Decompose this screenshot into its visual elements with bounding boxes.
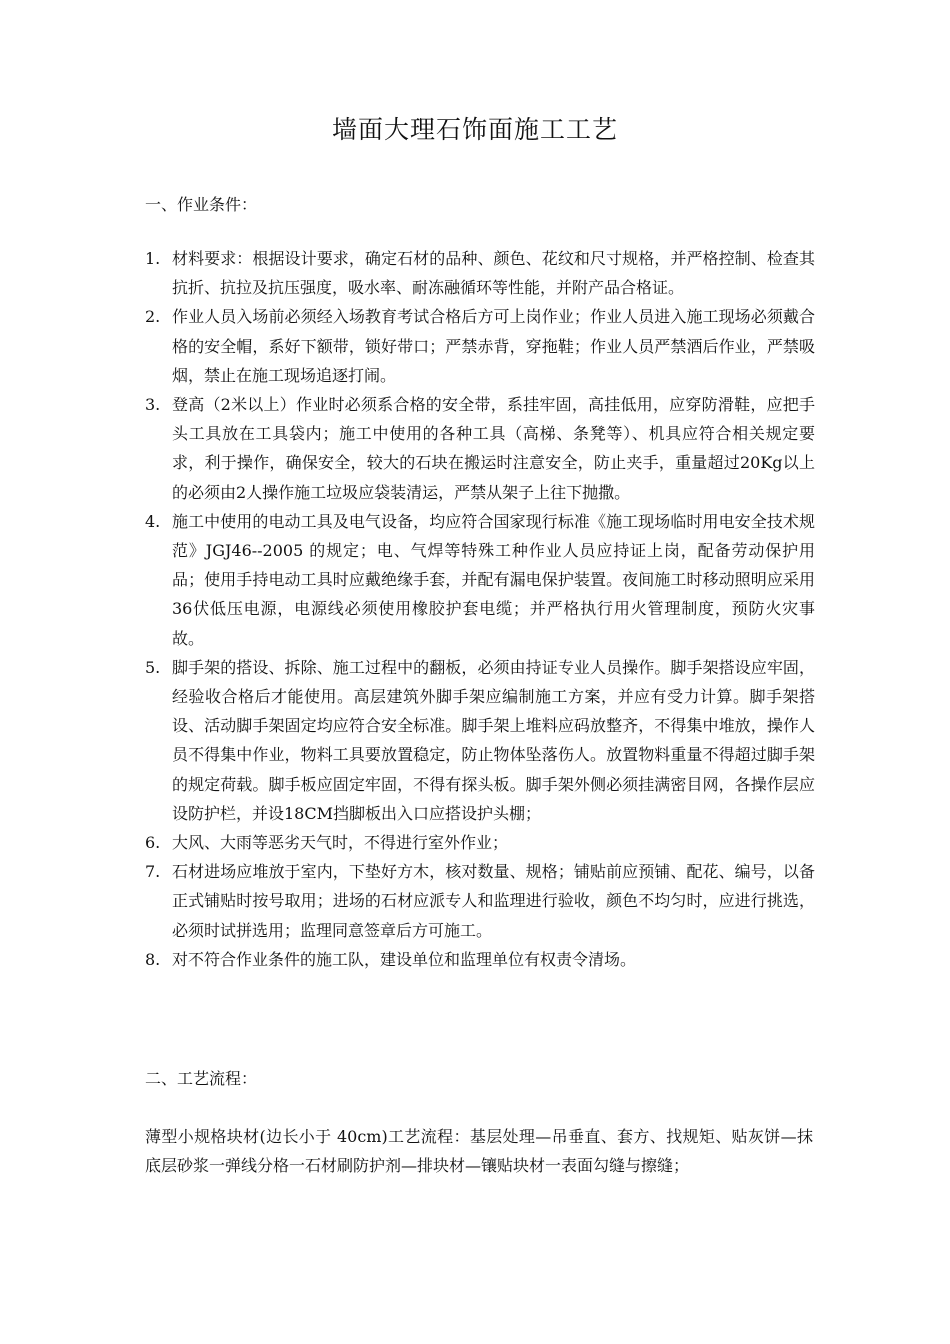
list-item-text: 施工中使用的电动工具及电气设备，均应符合国家现行标准《施工现场临时用电安全技术规范》JGJ46--2005 的规定；电、气焊等特殊工种作业人员应持证上岗，配备劳动保护用品；使用手持电动工具时应戴绝缘手套，并配有漏电保护装置。夜间施工时移动照明应采用36伏低压电源，电源线必须使用橡胶护套电缆；并严格执行用火管理制度，预防火灾事故。 [172,511,815,648]
document-title: 墙面大理石饰面施工工艺 [331,115,618,144]
section-heading-work-conditions: 一、作业条件： [145,195,258,214]
process-flow-paragraph: 薄型小规格块材(边长小于 40cm)工艺流程：基层处理—吊垂直、套方、找规矩、贴灰饼—抹底层砂浆一弹线分格一石材刷防护剂—排块材—镶贴块材一表面勾缝与擦缝； [145,1127,813,1176]
list-item [145,653,815,828]
list-item [145,507,815,653]
list-item-text: 脚手架的搭设、拆除、施工过程中的翻板，必须由持证专业人员操作。脚手架搭设应牢固，经验收合格后才能使用。高层建筑外脚手架应编制施工方案，并应有受力计算。脚手架搭设、活动脚手架固定均应符合安全标准。脚手架上堆料应码放整齐，不得集中堆放，操作人员不得集中作业，物料工具要放置稳定，防止物体坠落伤人。放置物料重量不得超过脚手架的规定荷载。脚手板应固定牢固，不得有探头板。脚手架外侧必须挂满密目网，各操作层应设防护栏，并设18CM挡脚板出入口应搭设护头棚； [172,657,815,823]
list-item-number: 3. [145,395,161,415]
list-item-number: 2. [145,307,161,327]
list-item-text: 大风、大雨等恶劣天气时，不得进行室外作业； [172,833,509,853]
list-item-number: 4. [145,511,161,531]
section-heading-process-flow: 二、工艺流程： [145,1069,258,1088]
list-item-number: 8. [145,949,161,969]
list-item [145,857,815,945]
list-item-number: 6. [145,833,161,853]
list-item-text: 石材进场应堆放于室内，下垫好方木，核对数量、规格；铺贴前应预铺、配花、编号，以备正式铺贴时按号取用；进场的石材应派专人和监理进行验收，颜色不均匀时，应进行挑选，必须时试拼选用；监理同意签章后方可施工。 [172,862,815,940]
list-item-text: 材料要求：根据设计要求，确定石材的品种、颜色、花纹和尺寸规格，并严格控制、检查其抗折、抗拉及抗压强度，吸水率、耐冻融循环等性能，并附产品合格证。 [172,249,815,298]
list-item-number: 1. [145,249,161,268]
list-item-number: 7. [145,862,161,882]
list-item [145,302,815,390]
list-item [145,244,815,302]
list-item [145,945,815,974]
list-item [145,390,815,507]
list-item [145,828,815,857]
work-conditions-list [145,244,815,974]
list-item-text: 作业人员入场前必须经入场教育考试合格后方可上岗作业；作业人员进入施工现场必须戴合格的安全帽，系好下额带，锁好带口；严禁赤背，穿拖鞋；作业人员严禁酒后作业，严禁吸烟，禁止在施工现场追逐打闹。 [172,307,815,385]
list-item-text: 对不符合作业条件的施工队，建设单位和监理单位有权责令清场。 [172,949,637,969]
list-item-number: 5. [145,657,161,677]
list-item-text: 登高（2米以上）作业时必须系合格的安全带，系挂牢固，高挂低用，应穿防滑鞋，应把手头工具放在工具袋内；施工中使用的各种工具（高梯、条凳等）、机具应符合相关规定要求，利于操作，确保安全，较大的石块在搬运时注意安全，防止夹手，重量超过20Kg以上的必须由2人操作施工垃圾应袋装清运，严禁从架子上往下抛撒。 [172,395,815,502]
